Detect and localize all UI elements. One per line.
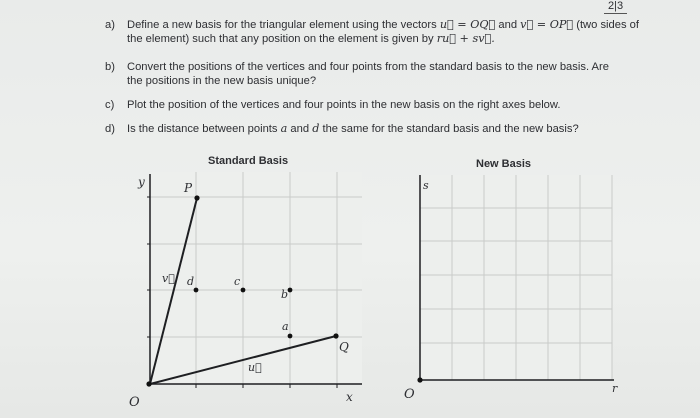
point-P [194, 195, 199, 200]
vector-u-definition: u⃗ = OQ⃗ [439, 18, 496, 31]
y-axis-label: y [138, 175, 145, 189]
question-a-tail: (two sides of [576, 19, 640, 31]
question-b-label: b) [105, 61, 115, 73]
question-d-and: and [290, 123, 310, 135]
position-expression: ru⃗ + sv⃗. [436, 32, 495, 45]
point-Q [333, 333, 338, 338]
point-b-label: b [281, 288, 289, 301]
point-d-label: d [187, 275, 195, 288]
question-a-and: and [498, 19, 518, 31]
page-number: 2|3 [604, 0, 627, 14]
point-a-label: a [282, 320, 289, 333]
question-d-label: d) [105, 123, 115, 135]
question-b-text-2: the positions in the new basis unique? [127, 75, 317, 87]
point-a-ref: a [280, 122, 288, 135]
question-a-label: a) [105, 19, 115, 31]
point-d [194, 288, 199, 293]
s-axis-label: s [423, 179, 429, 192]
question-c-text: Plot the position of the vertices and four points in the new basis on the right axes below. [127, 99, 561, 111]
point-O-standard [146, 381, 151, 386]
vector-v-definition: v⃗ = OP⃗ [520, 18, 574, 31]
question-c-label: c) [105, 99, 115, 111]
question-a-text-1: Define a new basis for the triangular element using the vectors [127, 19, 437, 31]
origin-label-new: O [404, 387, 415, 402]
new-basis-title: New Basis [476, 158, 532, 170]
question-b-text-1: Convert the positions of the vertices and four points from the standard basis to the new basis. Are [127, 61, 609, 73]
point-Q-label: Q [339, 340, 349, 354]
origin-label-standard: O [129, 395, 140, 410]
question-d-text-1: Is the distance between points [127, 123, 278, 135]
point-c [241, 288, 246, 293]
r-axis-label: r [612, 382, 618, 395]
standard-plot [129, 172, 362, 410]
point-a [288, 334, 293, 339]
point-O-new [417, 377, 422, 382]
standard-basis-title: Standard Basis [208, 155, 289, 167]
point-P-label: P [184, 181, 193, 195]
standard-plot-area [150, 172, 362, 384]
point-d-ref: d [312, 122, 320, 135]
question-a-text-2: the element) such that any position on the element is given by [127, 33, 434, 45]
new-plot [404, 175, 618, 402]
point-c-label: c [234, 275, 241, 288]
vector-u-label: u⃗ [248, 361, 262, 374]
point-b [288, 288, 293, 293]
vector-v-label: v⃗ [162, 272, 175, 285]
x-axis-label: x [346, 390, 353, 404]
question-d-tail: the same for the standard basis and the new basis? [322, 123, 579, 135]
